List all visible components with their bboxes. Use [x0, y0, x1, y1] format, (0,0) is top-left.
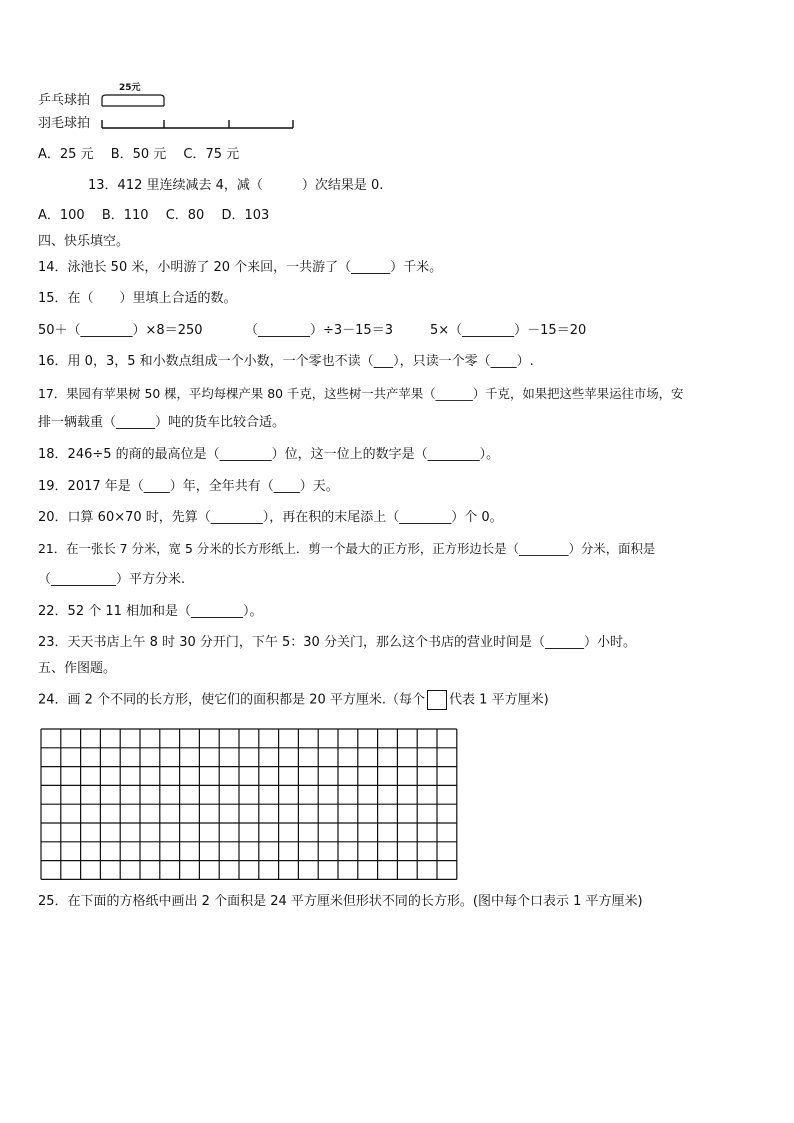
- q13-text: 13．412 里连续减去 4，减（ ）次结果是 0.: [88, 178, 384, 193]
- section-5-heading: 五、作图题。: [38, 661, 117, 676]
- q21-line2: （__________）平方分米.: [38, 572, 186, 587]
- q12-options: A．25 元 B．50 元 C．75 元: [38, 147, 240, 162]
- bar-row-badminton: [38, 115, 102, 133]
- q17-line1: 17．果园有苹果树 50 棵，平均每棵产果 80 千克，这些树一共产苹果（______）千克，如果把这些苹果运往市场，安: [38, 386, 684, 401]
- q24: [38, 690, 549, 710]
- q24-text-post: 代表 1 平方厘米): [449, 692, 549, 708]
- q13-options: A．100 B．110 C．80 D．103: [38, 208, 270, 223]
- pingpong-bar: [100, 92, 170, 108]
- q15-b: （________）÷3－15＝3: [245, 323, 393, 338]
- pingpong-label: 乒乓球拍: [38, 93, 91, 108]
- q21-line1: 21．在一张长 7 分米，宽 5 分米的长方形纸上．剪一个最大的正方形，正方形边长是（________）分米，面积是: [38, 541, 656, 556]
- q16: 16．用 0，3，5 和小数点组成一个小数，一个零也不读（___），只读一个零（____）.: [38, 354, 534, 369]
- q22: 22．52 个 11 相加和是（________）。: [38, 604, 263, 619]
- q15-c: 5×（________）－15＝20: [430, 323, 587, 338]
- q15-a: 50＋（________）×8＝250: [38, 323, 203, 338]
- q25: 25．在下面的方格纸中画出 2 个面积是 24 平方厘米但形状不同的长方形。(图中每个口表示 1 平方厘米): [38, 894, 643, 909]
- q19: 19．2017 年是（____）年，全年共有（____）天。: [38, 479, 339, 494]
- section-4-heading: 四、快乐填空。: [38, 234, 130, 249]
- bar-row-pingpong: [38, 92, 102, 110]
- q15: 15．在（ ）里填上合适的数。: [38, 291, 237, 306]
- badminton-bar: [100, 116, 300, 132]
- q14: 14．泳池长 50 米，小明游了 20 个来回，一共游了（______）千米。: [38, 260, 443, 275]
- q18: 18．246÷5 的商的最高位是（________）位，这一位上的数字是（________）。: [38, 447, 500, 462]
- badminton-label: 羽毛球拍: [38, 116, 91, 131]
- q23: 23．天天书店上午 8 时 30 分开门，下午 5：30 分关门，那么这个书店的营业时间是（______）小时。: [38, 635, 636, 650]
- q17-line2: 排一辆载重（______）吨的货车比较合适。: [38, 415, 286, 430]
- square-grid: [40, 728, 460, 880]
- pingpong-price: 25元: [119, 83, 141, 93]
- unit-square-icon: [427, 690, 447, 710]
- q24-text-pre: 24．画 2 个不同的长方形，使它们的面积都是 20 平方厘米.（每个: [38, 692, 426, 708]
- q20: 20．口算 60×70 时，先算（________），再在积的末尾添上（________）个 0。: [38, 510, 503, 525]
